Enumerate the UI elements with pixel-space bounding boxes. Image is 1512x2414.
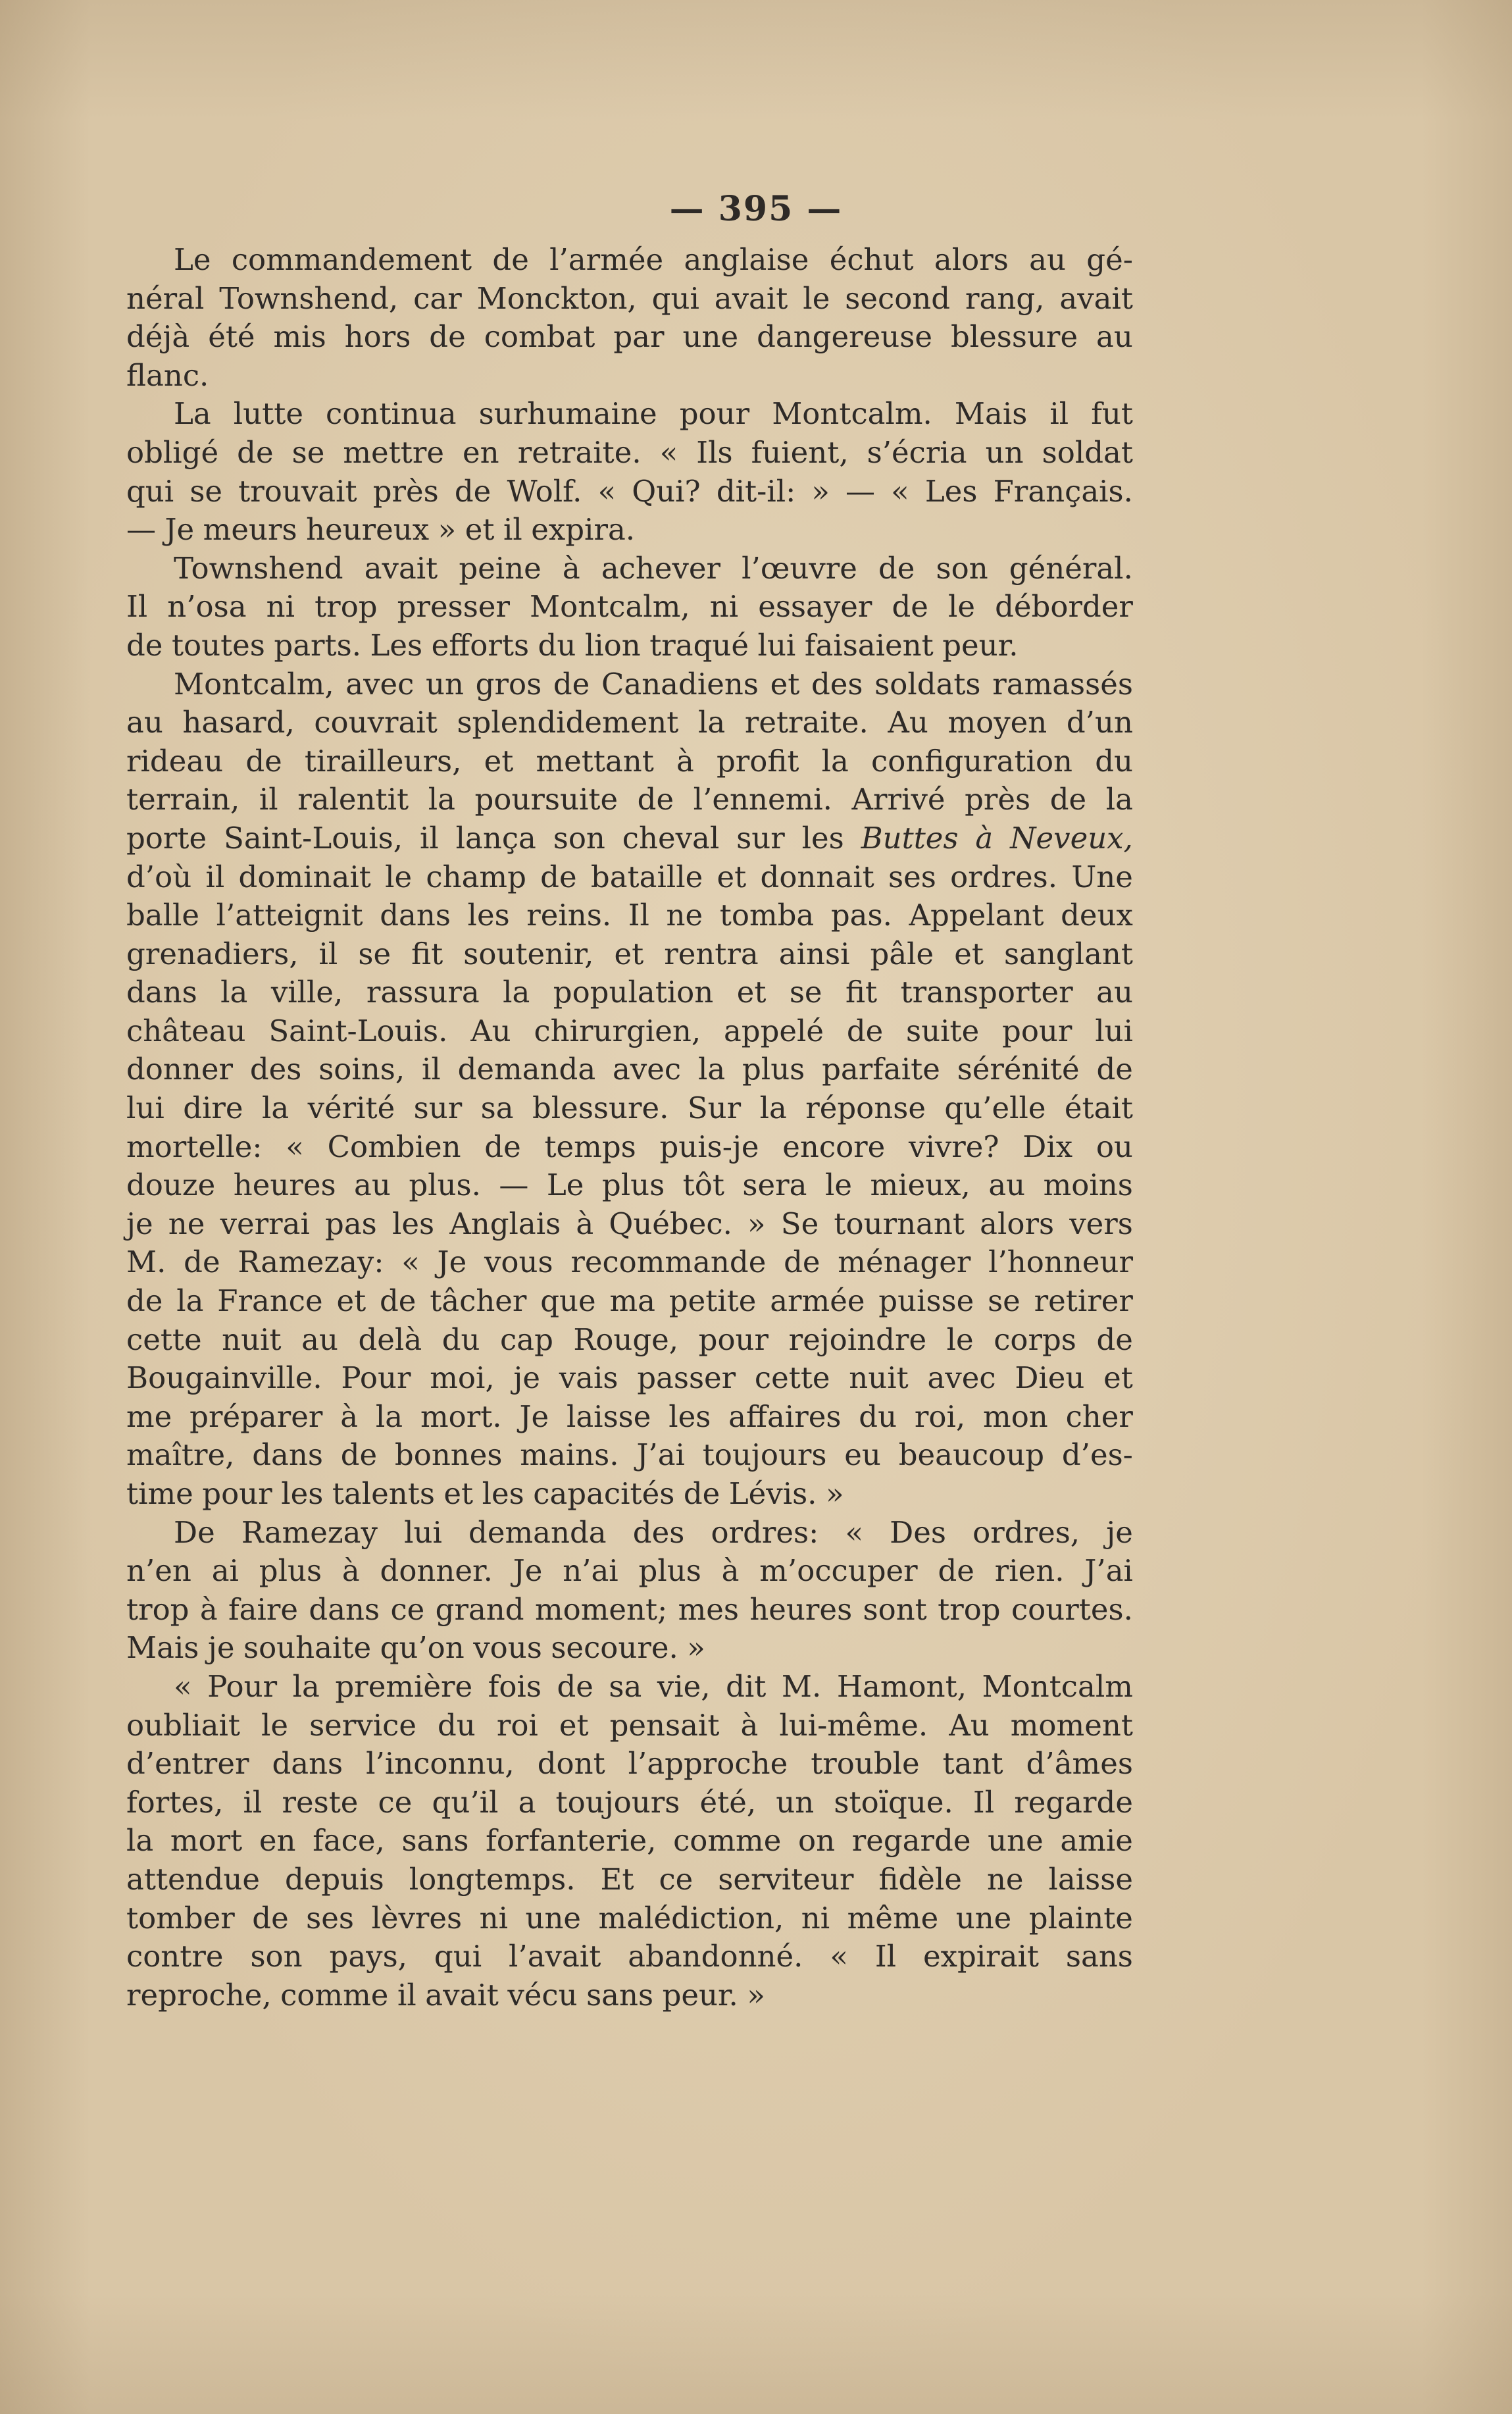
text-line: de toutes parts. Les efforts du lion traqué lui faisaient peur. (126, 627, 1019, 663)
page-number: — 395 — (669, 189, 843, 229)
text-line: me préparer à la mort. Je laisse les affaires du roi, mon cher (126, 1399, 1133, 1434)
body-text (126, 241, 1133, 2015)
text-line: néral Townshend, car Monckton, qui avait le second rang, avait (126, 280, 1133, 316)
text-line: dans la ville, rassura la population et se fit transporter au (126, 975, 1133, 1010)
text-line: cette nuit au delà du cap Rouge, pour rejoindre le corps de (126, 1322, 1133, 1357)
text-line: Il n’osa ni trop presser Montcalm, ni essayer de le déborder (126, 589, 1133, 625)
text-line: oubliait le service du roi et pensait à lui-même. Au moment (126, 1707, 1133, 1743)
text-line: attendue depuis longtemps. Et ce serviteur fidèle ne laisse (126, 1861, 1133, 1897)
text-line: time pour les talents et les capacités de Lévis. » (126, 1476, 844, 1511)
text-line: reproche, comme il avait vécu sans peur. » (126, 1977, 765, 2013)
text-line: « Pour la première fois de sa vie, dit M. Hamont, Montcalm (174, 1668, 1133, 1704)
text-line: fortes, il reste ce qu’il a toujours été, un stoïque. Il regarde (126, 1784, 1133, 1820)
text-line: terrain, il ralentit la poursuite de l’ennemi. Arrivé près de la (126, 782, 1133, 817)
text-line: de la France et de tâcher que ma petite armée puisse se retirer (126, 1283, 1133, 1319)
text-line: Bougainville. Pour moi, je vais passer cette nuit avec Dieu et (126, 1360, 1133, 1396)
text-line: rideau de tirailleurs, et mettant à profit la configuration du (126, 743, 1133, 779)
text-line: grenadiers, il se fit soutenir, et rentra ainsi pâle et sanglant (126, 936, 1133, 971)
text-line: d’où il dominait le champ de bataille et donnait ses ordres. Une (126, 859, 1133, 894)
text-line: au hasard, couvrait splendidement la retraite. Au moyen d’un (126, 705, 1133, 740)
text-line: qui se trouvait près de Wolf. « Qui? dit-il: » — « Les Français. (126, 473, 1133, 509)
text-line: Mais je souhaite qu’on vous secoure. » (126, 1630, 705, 1666)
text-line: obligé de se mettre en retraite. « Ils fuient, s’écria un soldat (126, 434, 1133, 470)
text-line: La lutte continua surhumaine pour Montcalm. Mais il fut (174, 396, 1133, 432)
text-line: Montcalm, avec un gros de Canadiens et des soldats ramassés (174, 666, 1133, 702)
text-line: balle l’atteignit dans les reins. Il ne tomba pas. Appelant deux (126, 898, 1133, 933)
text-line: d’entrer dans l’inconnu, dont l’approche trouble tant d’âmes (126, 1746, 1133, 1782)
text-line: Townshend avait peine à achever l’œuvre de son général. (174, 550, 1133, 586)
text-line: De Ramezay lui demanda des ordres: « Des ordres, je (174, 1514, 1133, 1550)
text-line: tomber de ses lèvres ni une malédiction, ni même une plainte (126, 1900, 1133, 1936)
text-line: Le commandement de l’armée anglaise échut alors au gé- (174, 242, 1133, 277)
text-line: la mort en face, sans forfanterie, comme on regarde une amie (126, 1823, 1133, 1859)
text-line: douze heures au plus. — Le plus tôt sera le mieux, au moins (126, 1168, 1133, 1203)
text-line: château Saint-Louis. Au chirurgien, appelé de suite pour lui (126, 1013, 1133, 1048)
text-line: mortelle: « Combien de temps puis-je encore vivre? Dix ou (126, 1129, 1133, 1164)
text-line: — Je meurs heureux » et il expira. (126, 512, 636, 548)
text-line: M. de Ramezay: « Je vous recommande de ménager l’honneur (126, 1245, 1133, 1280)
text-line: trop à faire dans ce grand moment; mes heures sont trop courtes. (126, 1591, 1133, 1627)
text-line: maître, dans de bonnes mains. J’ai toujours eu beaucoup d’es- (126, 1437, 1133, 1473)
text-line: lui dire la vérité sur sa blessure. Sur la réponse qu’elle était (126, 1091, 1133, 1126)
text-line: donner des soins, il demanda avec la plus parfaite sérénité de (126, 1052, 1133, 1087)
text-line: déjà été mis hors de combat par une dangereuse blessure au (126, 319, 1133, 355)
text-line: porte Saint-Louis, il lança son cheval sur les Buttes à Neveux, (126, 820, 1133, 856)
text-line: n’en ai plus à donner. Je n’ai plus à m’occuper de rien. J’ai (126, 1553, 1133, 1589)
text-line: flanc. (126, 357, 209, 393)
text-line: je ne verrai pas les Anglais à Québec. » Se tournant alors vers (126, 1206, 1133, 1241)
text-line: contre son pays, qui l’avait abandonné. « Il expirait sans (126, 1939, 1133, 1974)
